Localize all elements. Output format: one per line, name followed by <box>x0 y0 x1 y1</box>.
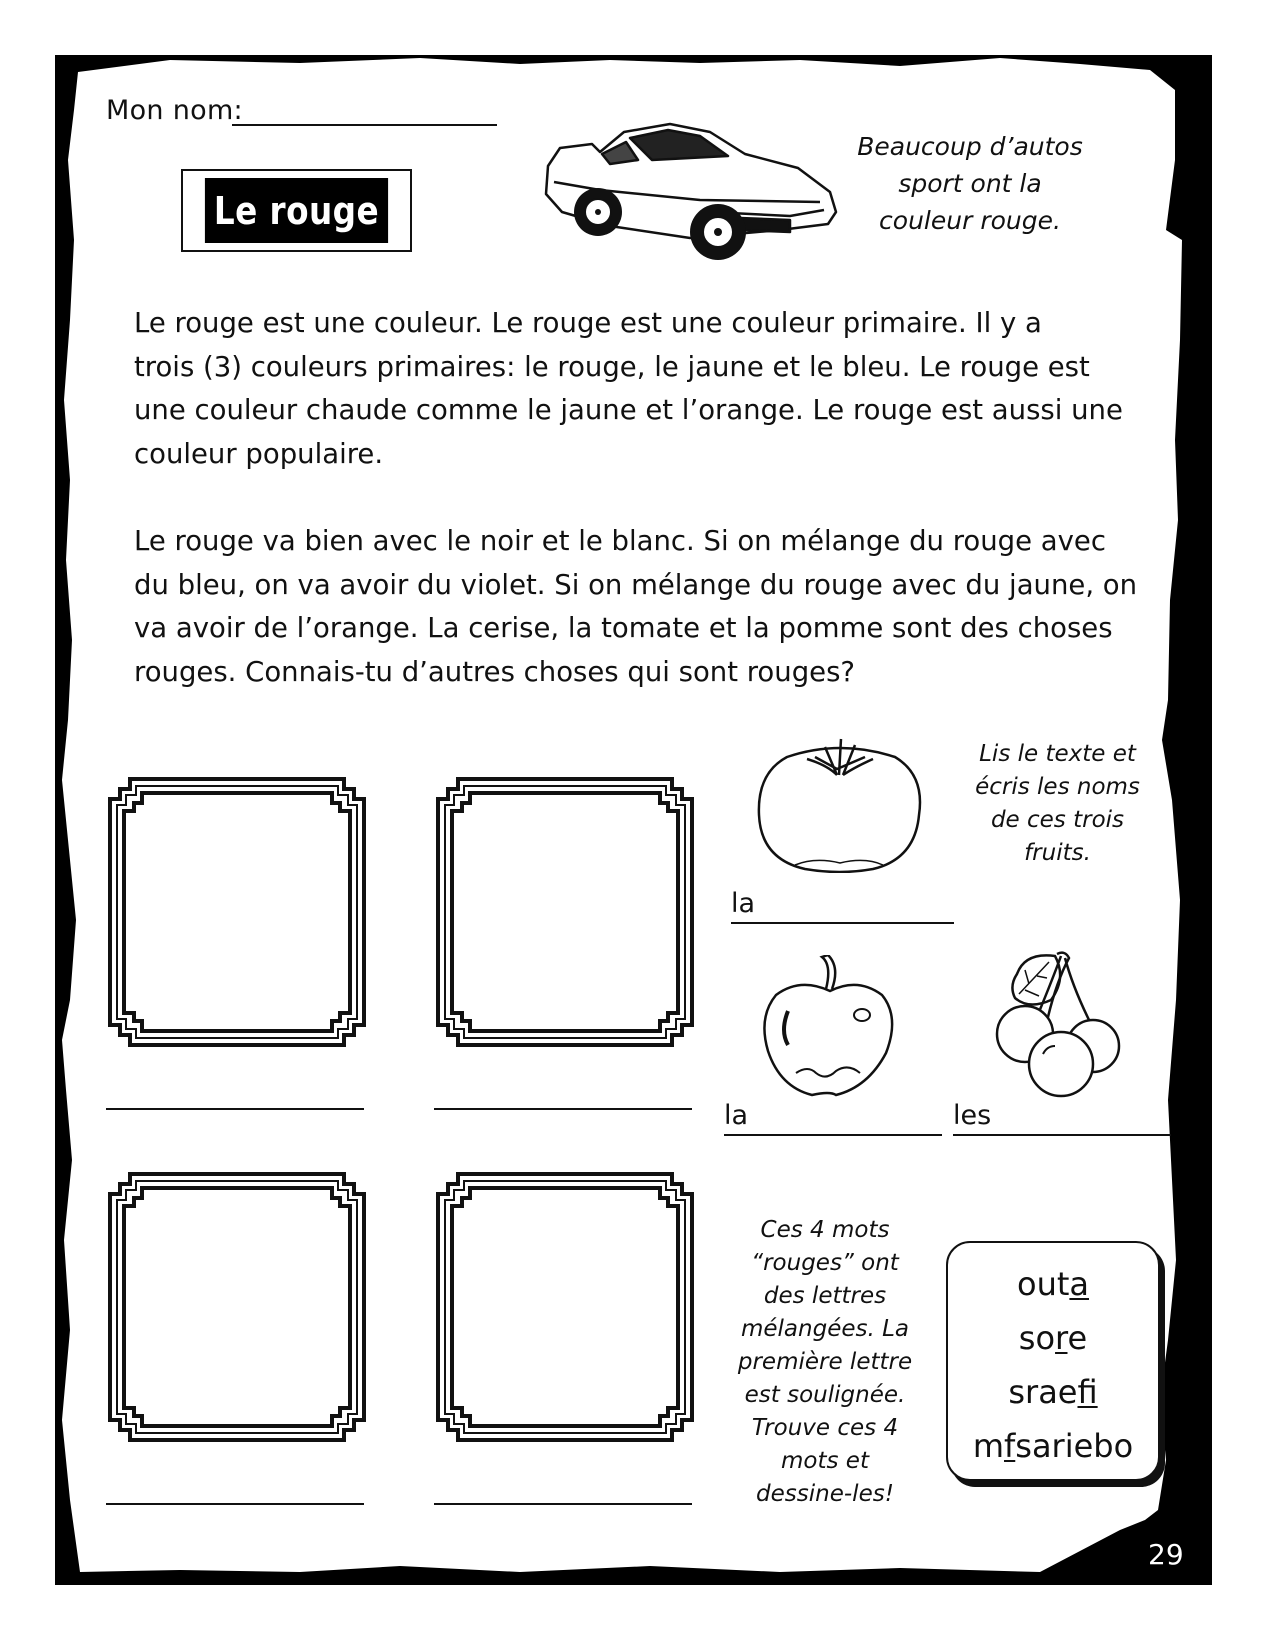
scrambled-word <box>948 1311 1158 1365</box>
scramble-instructions-line: est soulignée. <box>744 1382 906 1408</box>
fruits-instructions-line: fruits. <box>1024 840 1091 866</box>
paragraph-line: couleur populaire. <box>134 437 384 470</box>
first-letter: f <box>1004 1427 1016 1465</box>
page-number: 29 <box>1148 1538 1184 1571</box>
paragraph-line: Le rouge va bien avec le noir et le blanc. Si on mélange du rouge avec <box>134 525 1106 557</box>
scramble-instructions-line: dessine-les! <box>756 1481 894 1507</box>
drawing-answer-line[interactable] <box>434 1503 692 1505</box>
paragraph-line: une couleur chaude comme le jaune et l’orange. Le rouge est aussi une <box>134 394 1123 426</box>
scramble-instructions-line: Trouve ces 4 <box>751 1415 899 1441</box>
apple-icon <box>760 955 905 1100</box>
paragraph-2 <box>134 520 1154 694</box>
drawing-frame[interactable] <box>108 777 366 1047</box>
car-caption <box>855 128 1085 239</box>
scramble-instructions-line: des lettres <box>763 1283 887 1309</box>
tomato-answer-line[interactable] <box>731 922 954 924</box>
scrambled-word-part: srae <box>1008 1373 1078 1411</box>
paragraph-line: Le rouge est une couleur. Le rouge est une couleur primaire. Il y a <box>134 307 1042 339</box>
title-badge <box>181 169 412 252</box>
scrambled-word-part: out <box>1016 1265 1070 1303</box>
scramble-instructions-line: “rouges” ont <box>751 1250 899 1276</box>
scrambled-word <box>948 1257 1158 1311</box>
scrambled-word <box>948 1365 1158 1419</box>
drawing-answer-line[interactable] <box>106 1108 364 1110</box>
scramble-instructions-line: Ces 4 mots <box>760 1217 890 1243</box>
sports-car-icon <box>540 108 845 273</box>
scramble-instructions-line: mélangées. La <box>740 1316 910 1342</box>
scrambled-words-list <box>948 1257 1158 1473</box>
drawing-frame[interactable] <box>436 777 694 1047</box>
scrambled-word-part: e <box>1067 1319 1088 1357</box>
drawing-answer-line[interactable] <box>106 1503 364 1505</box>
paragraph-1 <box>134 302 1154 476</box>
scrambled-word-part: m <box>972 1427 1004 1465</box>
apple-article: la <box>724 1100 749 1131</box>
first-letter: f <box>1077 1373 1098 1411</box>
tomato-article: la <box>731 888 756 919</box>
first-letter: a <box>1069 1265 1089 1303</box>
scrambled-word <box>948 1419 1158 1473</box>
paragraph-line: va avoir de l’orange. La cerise, la tomate et la pomme sont des choses <box>134 612 1113 644</box>
paragraph-line: trois (3) couleurs primaires: le rouge, le jaune et le bleu. Le rouge est <box>134 350 1090 383</box>
car-caption-line: couleur rouge. <box>879 206 1061 235</box>
first-letter: r <box>1055 1319 1068 1357</box>
drawing-frame[interactable] <box>108 1172 366 1442</box>
cherries-icon <box>995 948 1125 1100</box>
car-caption-line: Beaucoup d’autos <box>857 132 1083 161</box>
page-title: Le rouge <box>205 178 388 243</box>
paragraph-line: du bleu, on va avoir du violet. Si on mélange du rouge avec du jaune, on <box>134 568 1138 601</box>
paragraph-line: rouges. Connais-tu d’autres choses qui sont rouges? <box>134 655 855 688</box>
tomato-icon <box>755 735 925 873</box>
fruits-instructions-line: Lis le texte et <box>979 741 1136 767</box>
fruits-instructions <box>950 738 1165 870</box>
cherries-answer-line[interactable] <box>953 1134 1171 1136</box>
cherries-article: les <box>953 1100 992 1131</box>
drawing-answer-line[interactable] <box>434 1108 692 1110</box>
scrambled-word-part: so <box>1018 1319 1056 1357</box>
drawing-frame[interactable] <box>436 1172 694 1442</box>
scramble-instructions-line: première lettre <box>737 1349 913 1375</box>
car-caption-line: sport ont la <box>898 169 1042 198</box>
scramble-instructions-line: mots et <box>781 1448 869 1474</box>
name-label: Mon nom: <box>106 95 243 126</box>
apple-answer-line[interactable] <box>724 1134 942 1136</box>
name-answer-line[interactable] <box>232 124 497 126</box>
scramble-instructions <box>730 1214 920 1511</box>
fruits-instructions-line: de ces trois <box>990 807 1125 833</box>
fruits-instructions-line: écris les noms <box>975 774 1140 800</box>
scrambled-word-part: sariebo <box>1015 1427 1134 1465</box>
scrambled-words-box <box>946 1241 1160 1481</box>
